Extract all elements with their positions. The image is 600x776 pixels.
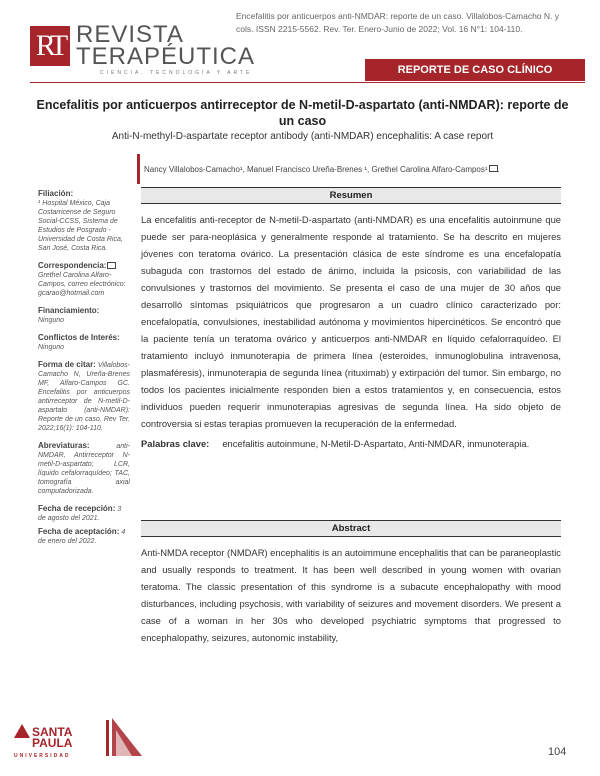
article-sidebar [38,189,130,554]
mail-icon[interactable] [489,165,498,172]
university-logo-line-1: SANTA [32,725,73,739]
filiation-label: Filiación: [38,189,74,198]
accepted-text: 4 de enero del 2022. [38,529,126,545]
cite-label: Forma de citar: [38,360,96,369]
resumen-body [141,211,561,452]
resumen-text: La encefalitis anti-receptor de N-metil-D-aspartato (anti-NMDAR) es una encefalitis autoinmune que puede ser para-neoplásica y generalmente responde al tratamiento. Se ha descrito en mujeres jóvenes con teratoma ovárico. La presentación clásica de este síndrome es una encefalopatía subaguda con trastornos del estado de ánimo, incluida la psicosis, con variabilidad de las convulsiones y trastornos del movimiento. Se presenta el caso de una mujer de 30 años que desarrolló síntomas psiquiátricos que progresaron a un cuadro clínico caracterizado por: encefalopatía, convulsiones, inestabilidad autónoma y movimientos hipercinéticos. Se encontró que la paciente tenía un teratoma ovárico y anticuerpos anti-NMDAR en líquido cefalorraquídeo. El tratamiento incluyó inmunoterapia de primera línea (esteroides, inmunoglobulina intravenosa, plasmaféresis), inmunoterapia de segunda línea (rituximab) y extirpación del tumor. Sin embargo, no todos los pacientes inicialmente responden bien a estos tratamientos y, en consecuencia, estos individuos pueden requerir inmunoterapias agresivas de segunda línea. Ha sido objeto de controversia si estas terapias promueven la recuperación de la enfermedad. [141,214,561,429]
footer-emblem-icon [104,714,144,758]
keywords-text: encefalitis autoinmune, N-Metil-D-Aspartato, Anti-NMDAR, inmunoterapia. [222,438,530,449]
author-list: Nancy Villalobos-Camacho¹, Manuel Francisco Ureña-Brenes ¹, Grethel Carolina Alfaro-Campos¹ . [144,165,500,174]
abstract-text: Anti-NMDA receptor (NMDAR) encephalitis is an autoimmune encephalitis that can be paraneoplastic and usually responds to treatment. It has been well described in young women with ovarian teratoma. The classic presentation of this syndrome is a subacute encephalopathy with mood disturbances, including psychosis, with variability of seizures and movement disorders. We present a case of a woman in her 30s who developed psychiatric symptoms that progressed to encephalopathy, seizures, autonomic instability, [141,547,561,643]
funding-label: Financiamiento: [38,306,100,315]
journal-logo-wordmark [76,21,256,70]
abbrev-text: anti-NMDAR, Antirreceptor N-metil-D-aspartato; LCR, líquido cefalorraquídeo; TAC, tomografía axial computadorizada. [38,443,130,495]
conflicts-text: Ninguno [38,344,65,351]
article-subtitle: Anti-N-methyl-D-aspartate receptor antibody (anti-NMDAR) encephalitis: A case report [111,131,494,142]
resumen-heading: Resumen [141,187,561,204]
abstract-heading: Abstract [141,520,561,537]
university-logo [14,724,96,762]
logo-line-2: TERAPÉUTICA [76,43,256,70]
cite-text: Villalobos-Camacho N, Ureña-Brenes MF, Alfaro-Campos GC. Encefalitis por anticuerpos antirreceptor de N-metil-D-aspartato (anti-NMDAR): Reporte de un caso. Rev Ter. 2022;16(1): 104-110. [38,362,131,432]
logo-line-1: REVISTA [76,21,184,48]
header-divider [30,82,585,83]
filiation-text: ¹ Hospital México, Caja Costarricense de Seguro Social-CCSS, Sistema de Estudios de Posgrado - Universidad de Costa Rica, San José, Costa Rica. [38,200,123,252]
abbrev-label: Abreviaturas: [38,441,90,450]
page-number: 104 [548,746,567,758]
received-text: 3 de agosto del 2021. [38,506,122,522]
mail-icon [107,262,116,269]
accepted-label: Fecha de aceptación: [38,527,120,536]
article-title: Encefalitis por anticuerpos antirreceptor de N-metil-D-aspartato (anti-NMDAR): reporte de un caso [36,98,569,128]
funding-text: Ninguno [38,317,65,324]
correspondence-label: Correspondencia: [38,261,107,270]
header-citation: Encefalitis por anticuerpos anti-NMDAR: reporte de un caso. Villalobos-Camacho N. y cols. ISSN 2215-5562. Rev. Ter. Enero-Junio de 2022; Vol. 16 N°1: 104-110. [236,11,559,34]
conflicts-label: Conflictos de Interés: [38,333,120,342]
keywords [141,435,561,452]
correspondence-text[interactable]: Grethel Carolina Alfaro-Campos, correo electrónico: gcarao@hotmail.com [38,272,126,297]
university-logo-line-3: UNIVERSIDAD [14,753,71,759]
received-label: Fecha de recepción: [38,504,116,513]
journal-tagline: CIENCIA, TECNOLOGÍA Y ARTE [100,70,253,76]
journal-logo-mark: RT [30,26,70,66]
section-banner: REPORTE DE CASO CLÍNICO [365,59,585,81]
authors-accent-bar [137,154,140,184]
authors-text: Nancy Villalobos-Camacho¹, Manuel Francisco Ureña-Brenes ¹, Grethel Carolina Alfaro-Campos¹ [144,165,488,174]
university-logo-icon [14,724,30,738]
abstract-body [141,544,561,646]
university-logo-line-2: PAULA [32,736,73,750]
keywords-label: Palabras clave: [141,438,210,449]
